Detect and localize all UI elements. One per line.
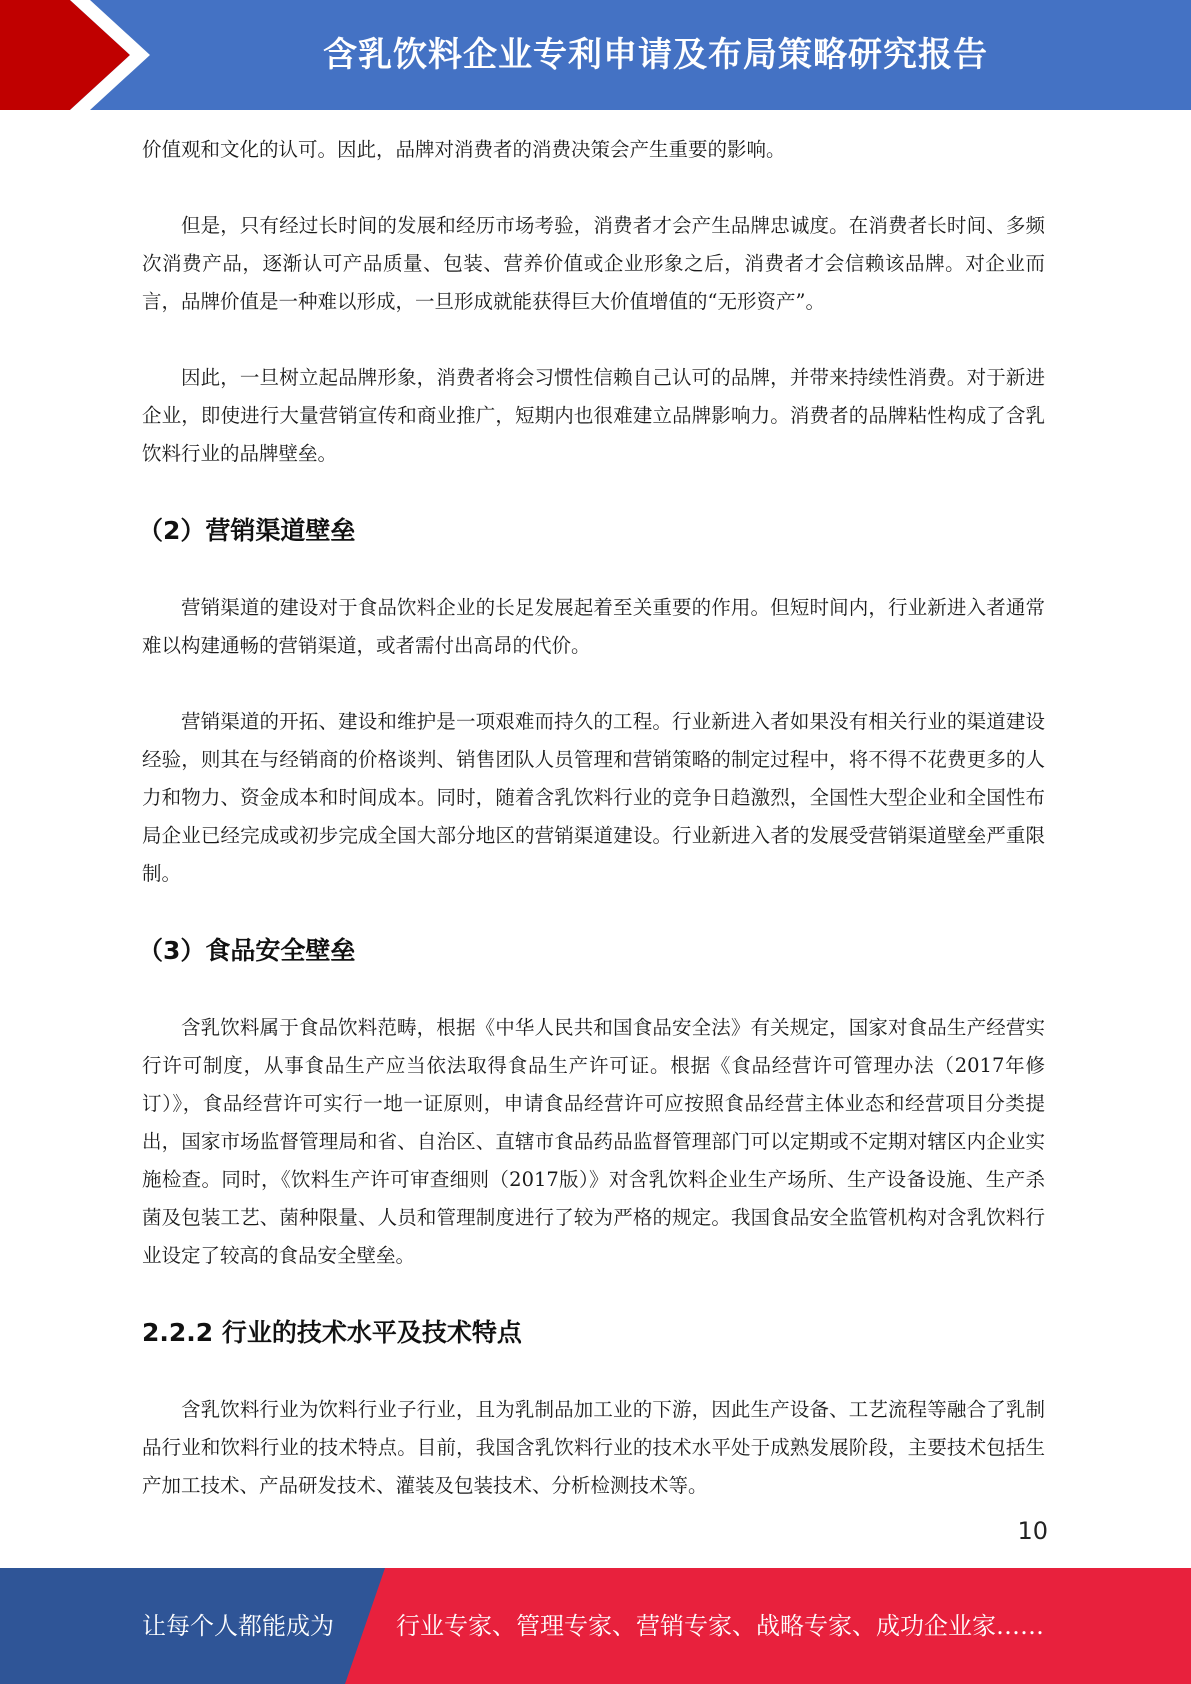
page-content xyxy=(138,131,1045,1543)
paragraph-6: 含乳饮料属于食品饮料范畴，根据《中华人民共和国食品安全法》有关规定，国家对食品生产经营实行许可制度，从事食品生产应当依法取得食品生产许可证。根据《食品经营许可管理办法（2017年修订）》，食品经营许可实行一地一证原则，申请食品经营许可应按照食品经营主体业态和经营项目分类提出，国家市场监督管理局和省、自治区、直辖市食品药品监督管理部门可以定期或不定期对辖区内企业实施检查。同时，《饮料生产许可审查细则（2017版）》对含乳饮料企业生产场所、生产设备设施、生产杀菌及包装工艺、菌种限量、人员和管理制度进行了较为严格的规定。我国食品安全监管机构对含乳饮料行业设定了较高的食品安全壁垒。 xyxy=(142,1016,1045,1267)
paragraph-7: 含乳饮料行业为饮料行业子行业，且为乳制品加工业的下游，因此生产设备、工艺流程等融合了乳制品行业和饮料行业的技术特点。目前，我国含乳饮料行业的技术水平处于成熟发展阶段，主要技术包括生产加工技术、产品研发技术、灌装及包装技术、分析检测技术等。 xyxy=(142,1398,1045,1497)
paragraph-3: 因此，一旦树立起品牌形象，消费者将会习惯性信赖自己认可的品牌，并带来持续性消费。对于新进企业，即使进行大量营销宣传和商业推广，短期内也很难建立品牌影响力。消费者的品牌粘性构成了含乳饮料行业的品牌壁垒。 xyxy=(142,366,1045,465)
paragraph-5: 营销渠道的开拓、建设和维护是一项艰难而持久的工程。行业新进入者如果没有相关行业的渠道建设经验，则其在与经销商的价格谈判、销售团队人员管理和营销策略的制定过程中，将不得不花费更多的人力和物力、资金成本和时间成本。同时，随着含乳饮料行业的竞争日趋激烈，全国性大型企业和全国性布局企业已经完成或初步完成全国大部分地区的营销渠道建设。行业新进入者的发展受营销渠道壁垒严重限制。 xyxy=(142,710,1045,885)
page-number: 10 xyxy=(1017,1517,1048,1545)
heading-food-safety-barrier: （3）食品安全壁垒 xyxy=(138,936,356,965)
section-heading-2-2-2: 2.2.2 行业的技术水平及技术特点 xyxy=(142,1318,522,1347)
heading-marketing-channel-barrier: （2）营销渠道壁垒 xyxy=(138,516,356,545)
footer-slogan-left: 让每个人都能成为 xyxy=(142,1612,334,1640)
footer-slogan-right: 行业专家、管理专家、营销专家、战略专家、成功企业家…… xyxy=(396,1612,1044,1640)
paragraph-4: 营销渠道的建设对于食品饮料企业的长足发展起着至关重要的作用。但短时间内，行业新进入者通常难以构建通畅的营销渠道，或者需付出高昂的代价。 xyxy=(142,596,1045,657)
paragraph-1: 价值观和文化的认可。因此，品牌对消费者的消费决策会产生重要的影响。 xyxy=(142,138,786,161)
paragraph-2: 但是，只有经过长时间的发展和经历市场考验，消费者才会产生品牌忠诚度。在消费者长时间、多频次消费产品，逐渐认可产品质量、包装、营养价值或企业形象之后，消费者才会信赖该品牌。对企业而言，品牌价值是一种难以形成，一旦形成就能获得巨大价值增值的“无形资产”。 xyxy=(142,214,1045,313)
report-title: 含乳饮料企业专利申请及布局策略研究报告 xyxy=(323,35,988,75)
page-header xyxy=(0,0,1191,110)
page-footer xyxy=(0,1568,1191,1684)
